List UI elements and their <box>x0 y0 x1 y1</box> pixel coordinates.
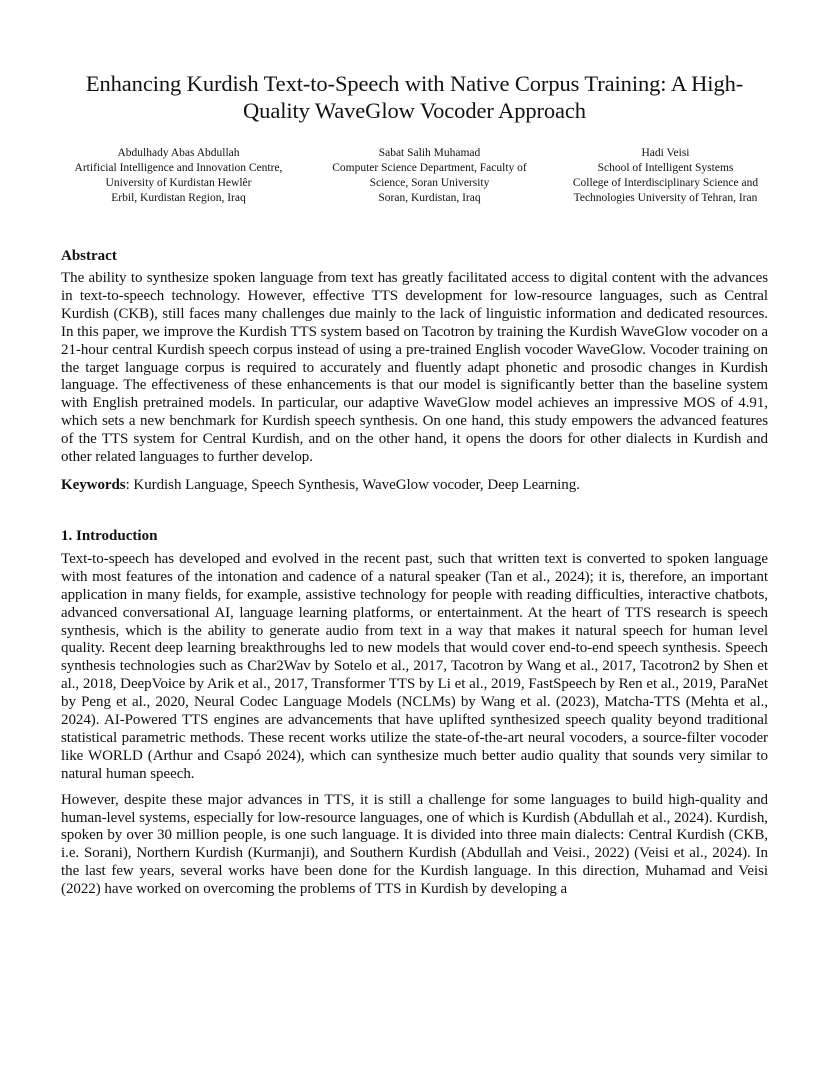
paper-page <box>61 70 768 899</box>
author-3 <box>563 146 768 206</box>
author-affiliation: Artificial Intelligence and Innovation Centre, <box>74 162 283 174</box>
author-affiliation: School of Intelligent Systems <box>597 162 734 174</box>
author-affiliation: Technologies University of Tehran, Iran <box>573 192 758 204</box>
author-affiliation: Erbil, Kurdistan Region, Iraq <box>111 192 246 204</box>
author-affiliation: Soran, Kurdistan, Iraq <box>378 192 481 204</box>
keywords-label: Keywords <box>61 476 126 493</box>
author-affiliation: Computer Science Department, Faculty of <box>332 162 527 174</box>
introduction-heading: 1. Introduction <box>61 527 158 544</box>
author-block <box>61 146 768 206</box>
introduction-paragraph-2: However, despite these major advances in TTS, it is still a challenge for some languages to build high-quality and human-level systems, especially for low-resource languages, one of which is Kurdish (Abdullah et al., 2024). Kurdish, spoken by over 30 million people, is one such language. It is divided into three main dialects: Central Kurdish (CKB, i.e. Sorani), Northern Kurdish (Kurmanji), and Southern Kurdish (Abdullah and Veisi., 2022) (Veisi et al., 2024). In the last few years, several works have been done for the Kurdish language. In this direction, Muhamad and Veisi (2022) have worked on overcoming the problems of TTS in Kurdish by developing a <box>61 791 768 898</box>
author-affiliation: University of Kurdistan Hewlêr <box>105 177 252 189</box>
author-affiliation: Science, Soran University <box>369 177 490 189</box>
abstract-heading: Abstract <box>61 248 117 264</box>
author-name: Hadi Veisi <box>641 147 690 159</box>
author-affiliation: College of Interdisciplinary Science and <box>572 177 759 189</box>
author-name: Abdulhady Abas Abdullah <box>117 147 240 159</box>
abstract-text: The ability to synthesize spoken language from text has greatly facilitated access to digital content with the advances in text-to-speech technology. However, effective TTS development for low-resource languages, such as Central Kurdish (CKB), still faces many challenges due mainly to the lack of linguistic information and dedicated resources. In this paper, we improve the Kurdish TTS system based on Tacotron by training the Kurdish WaveGlow vocoder on a 21-hour central Kurdish speech corpus instead of using a pre-trained English vocoder WaveGlow. Vocoder training on the target language corpus is required to accurately and fluently adapt phonetic and prosodic changes in Kurdish language. The effectiveness of these enhancements is that our model is significantly better than the baseline system with English pretrained models. In particular, our adaptive WaveGlow model achieves an impressive MOS of 4.91, which sets a new benchmark for Kurdish speech synthesis. On one hand, this study empowers the advanced features of the TTS system for Central Kurdish, and on the other hand, it opens the doors for other dialects in Kurdish and other related languages to further develop. <box>61 270 768 466</box>
keywords-line <box>61 477 768 495</box>
introduction-paragraph-1: Text-to-speech has developed and evolved in the recent past, such that written text is converted to spoken language with most features of the intonation and cadence of a natural speaker (Tan et al., 2024); it is, therefore, an important application in many fields, for example, assistive technology for people with reading difficulties, interactive chatbots, advanced conversational AI, language learning platforms, or entertainment. At the heart of TTS research is speech synthesis, which is the ability to generate audio from text in a way that makes it natural speech for human level quality. Recent deep learning breakthroughs led to new models that would cover end-to-end speech synthesis. Speech synthesis technologies such as Char2Wav by Sotelo et al., 2017, Tacotron by Wang et al., 2017, Tacotron2 by Shen et al., 2018, DeepVoice by Arik et al., 2017, Transformer TTS by Li et al., 2019, FastSpeech by Ren et al., 2019, ParaNet by Peng et al., 2020, Neural Codec Language Models (NCLMs) by Wang et al. (2023), Matcha-TTS (Mehta et al., 2024). AI-Powered TTS engines are advancements that have uplifted synthesized speech quality beyond traditional statistical parametric methods. These recent works utilize the state-of-the-art neural vocoders, a source-filter vocoder like WORLD (Arthur and Csapó 2024), which can synthesize much better audio quality that sounds very similar to natural human speech. <box>61 550 768 782</box>
keywords-text: : Kurdish Language, Speech Synthesis, WaveGlow vocoder, Deep Learning. <box>125 476 580 493</box>
paper-title: Enhancing Kurdish Text-to-Speech with Native Corpus Training: A High-Quality WaveGlow Vocoder Approach <box>85 71 744 123</box>
author-1 <box>61 146 296 206</box>
author-2 <box>322 146 537 206</box>
author-name: Sabat Salih Muhamad <box>378 147 481 159</box>
